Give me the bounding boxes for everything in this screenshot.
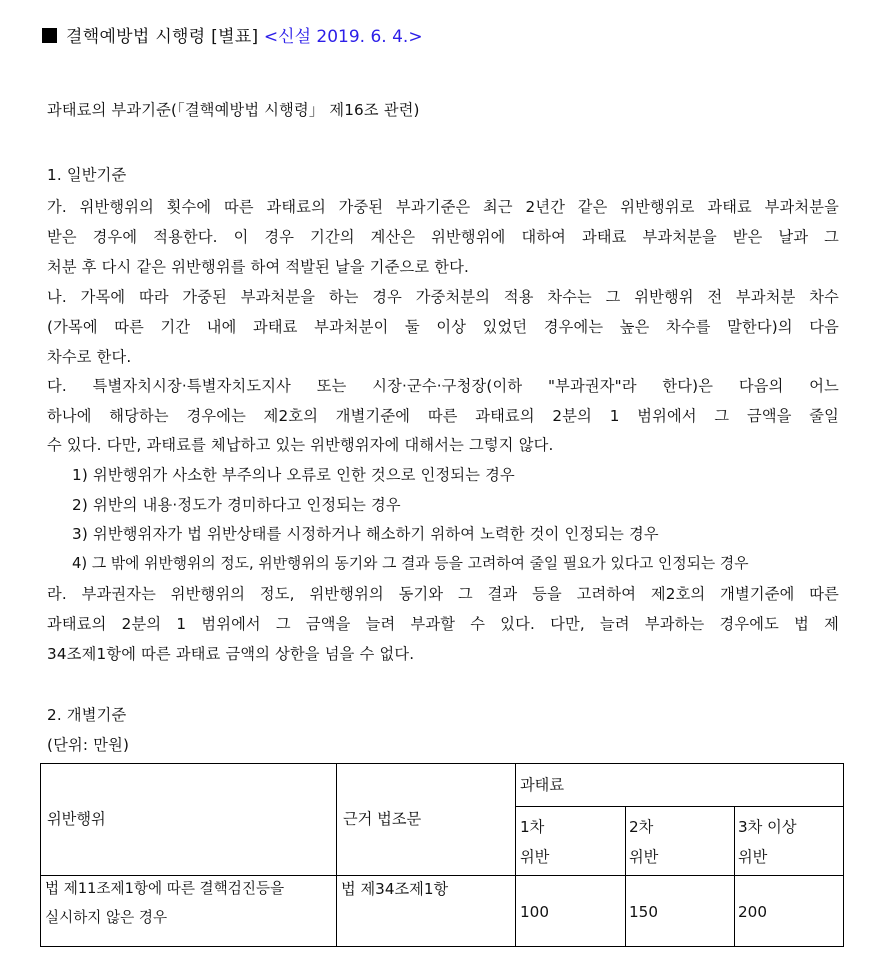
sub-item: 3) 위반행위자가 법 위반상태를 시정하거나 해소하기 위하여 노력한 것이 인정되는 경우 [72, 525, 659, 543]
table-divider [515, 764, 516, 946]
item-ra-line: 라. 부과권자는 위반행위의 정도, 위반행위의 동기와 그 결과 등을 고려하여 제2호의 개별기준에 따른 [47, 585, 839, 603]
header-col-2: 2차 [629, 818, 654, 836]
row-fine-2: 150 [629, 903, 658, 921]
table-divider [41, 875, 843, 876]
row-violation-line1: 법 제11조제1항에 따른 결핵검진등을 [45, 880, 285, 897]
item-da-line: 수 있다. 다만, 과태료를 체납하고 있는 위반행위자에 대해서는 그렇지 않다. [47, 436, 554, 454]
header-col-2-sub: 위반 [629, 848, 659, 866]
header-col-3: 3차 이상 [738, 818, 797, 836]
document-header [42, 27, 423, 47]
item-ra-line: 과태료의 2분의 1 범위에서 그 금액을 늘려 부과할 수 있다. 다만, 늘려 부과하는 경우에도 법 제 [47, 615, 839, 633]
item-na-line: 차수로 한다. [47, 348, 132, 366]
header-basis: 근거 법조문 [343, 810, 422, 828]
item-da-line: 하나에 해당하는 경우에는 제2호의 개별기준에 따른 과태료의 2분의 1 범위에서 그 금액을 줄일 [47, 407, 839, 425]
header-fine: 과태료 [520, 776, 565, 794]
header-col-1: 1차 [520, 818, 545, 836]
document-title: 과태료의 부과기준(「결핵예방법 시행령」 제16조 관련) [47, 101, 420, 119]
row-basis: 법 제34조제1항 [341, 880, 449, 898]
item-ra-line: 34조제1항에 따른 과태료 금액의 상한을 넘을 수 없다. [47, 645, 415, 663]
sub-item: 2) 위반의 내용·정도가 경미하다고 인정되는 경우 [72, 496, 401, 514]
sub-item: 4) 그 밖에 위반행위의 정도, 위반행위의 동기와 그 결과 등을 고려하여 줄일 필요가 있다고 인정되는 경우 [72, 555, 749, 572]
section1-heading: 1. 일반기준 [47, 166, 127, 184]
item-ga-line: 가. 위반행위의 횟수에 따른 과태료의 가중된 부과기준은 최근 2년간 같은 위반행위로 과태료 부과처분을 [47, 198, 839, 216]
header-square-icon [42, 28, 57, 43]
header-col-1-sub: 위반 [520, 848, 550, 866]
table-divider [515, 806, 843, 807]
header-col-3-sub: 위반 [738, 848, 768, 866]
table-divider [625, 806, 626, 946]
item-ga-line: 처분 후 다시 같은 위반행위를 하여 적발된 날을 기준으로 한다. [47, 258, 470, 276]
sub-item: 1) 위반행위가 사소한 부주의나 오류로 인한 것으로 인정되는 경우 [72, 466, 515, 484]
row-violation-line2: 실시하지 않은 경우 [45, 909, 168, 926]
item-da-line: 다. 특별자치시장·특별자치도지사 또는 시장·군수·구청장(이하 "부과권자"라 한다)은 다음의 어느 [47, 377, 839, 395]
unit-label: (단위: 만원) [47, 736, 130, 754]
item-na-line: 나. 가목에 따라 가중된 부과처분을 하는 경우 가중처분의 적용 차수는 그 위반행위 전 부과처분 차수 [47, 288, 839, 306]
header-title: 결핵예방법 시행령 [별표] [66, 27, 259, 47]
fine-standards-table [40, 763, 844, 947]
amendment-note: <신설 2019. 6. 4.> [263, 27, 423, 47]
item-ga-line: 받은 경우에 적용한다. 이 경우 기간의 계산은 위반행위에 대하여 과태료 부과처분을 받은 날과 그 [47, 228, 839, 246]
table-divider [336, 764, 337, 946]
row-fine-1: 100 [520, 903, 549, 921]
row-fine-3: 200 [738, 903, 767, 921]
table-divider [734, 806, 735, 946]
section2-heading: 2. 개별기준 [47, 706, 127, 724]
header-violation: 위반행위 [47, 810, 106, 828]
item-na-line: (가목에 따른 기간 내에 과태료 부과처분이 둘 이상 있었던 경우에는 높은 차수를 말한다)의 다음 [47, 318, 839, 336]
